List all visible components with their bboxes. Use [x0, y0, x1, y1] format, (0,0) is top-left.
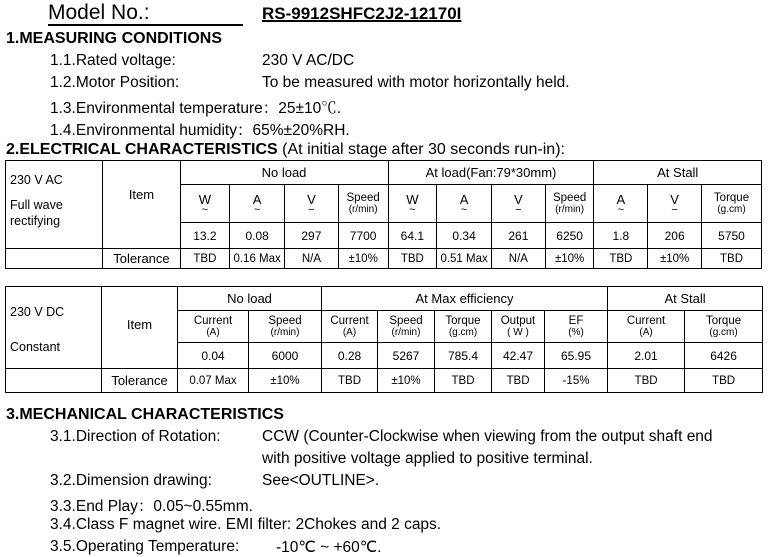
ac-col-header-4 [338, 185, 388, 223]
model-label-underline [48, 24, 243, 26]
ac-unit-symbol: V [514, 191, 523, 207]
ac-mark-icon: ~ [253, 203, 261, 216]
ac-tolerance-row [6, 249, 762, 269]
ac-characteristics-table [5, 160, 762, 269]
s1-item-1-value: 230 V AC/DC [262, 52, 355, 69]
dc-tolerance-5: TBD [435, 369, 492, 393]
ac-tolerance-label: Tolerance [103, 249, 180, 269]
dc-col-title: Current [330, 315, 369, 327]
ac-value-2: 0.08 [230, 223, 285, 249]
ac-group-at-stall: At Stall [594, 161, 762, 185]
s3-item-3: 3.3.End Play：0.05~0.55mm. [50, 498, 253, 515]
ac-supply-label-bottom [6, 249, 103, 269]
ac-value-4: 7700 [338, 223, 388, 249]
dc-tolerance-2: ±10% [249, 369, 322, 393]
section-2-title [6, 141, 565, 159]
ac-col-header-3 [285, 185, 339, 223]
ac-col-header-9 [594, 185, 648, 223]
ac-tolerance-2: 0.16 Max [230, 249, 285, 269]
ac-col-header-10 [648, 185, 702, 223]
ac-col-title: Torque [713, 192, 750, 204]
s1-item-3: 1.3.Environmental temperature：25±10℃. [50, 100, 342, 117]
ac-value-11: 5750 [702, 223, 762, 249]
s3-item-1-value-cont: with positive voltage applied to positive terminal. [262, 450, 593, 467]
dc-col-unit: (%) [568, 327, 584, 338]
ac-col-header-1 [180, 185, 230, 223]
dc-col-header-1 [178, 311, 249, 343]
dc-tolerance-row [6, 369, 763, 393]
ac-tolerance-3: N/A [285, 249, 339, 269]
dc-value-8: 2.01 [608, 343, 685, 369]
dc-group-no-load: No load [178, 287, 322, 311]
ac-tolerance-7: N/A [491, 249, 545, 269]
s3-item-5-key: 3.5.Operating Temperature: [50, 538, 240, 555]
ac-mark-icon: ~ [409, 203, 416, 216]
ac-value-5: 64.1 [388, 223, 437, 249]
dc-mark-icon: − [308, 203, 315, 216]
dc-value-1: 0.04 [178, 343, 249, 369]
dc-col-header-3 [322, 311, 378, 343]
dc-mark-icon: − [671, 203, 678, 216]
dc-col-title: Output [500, 315, 536, 327]
ac-col-title: Speed [552, 192, 587, 204]
s1-item-2-value: To be measured with motor horizontally held. [262, 74, 570, 91]
dc-col-title: Torque [445, 315, 481, 327]
dc-supply-label [6, 287, 102, 369]
ac-col-header-8 [545, 185, 594, 223]
s3-item-2-value: See<OUTLINE>. [262, 472, 380, 489]
ac-supply-label [6, 161, 103, 249]
dc-col-unit: (r/min) [270, 327, 300, 338]
dc-mark-icon: − [515, 203, 522, 216]
dc-characteristics-table [5, 286, 763, 393]
dc-col-title: Current [626, 315, 666, 327]
model-label: Model No.: [48, 1, 150, 24]
ac-value-9: 1.8 [594, 223, 648, 249]
dc-col-unit: (r/min) [391, 327, 421, 338]
ac-unit-symbol: A [459, 191, 469, 207]
dc-tolerance-9: TBD [685, 369, 763, 393]
ac-tolerance-5: TBD [388, 249, 437, 269]
ac-tolerance-9: TBD [594, 249, 648, 269]
dc-col-header-6 [492, 311, 545, 343]
s1-item-4: 1.4.Environmental humidity：65%±20%RH. [50, 122, 350, 139]
s1-item-1-key: 1.1.Rated voltage: [50, 52, 176, 69]
ac-col-header-7 [491, 185, 545, 223]
dc-col-title: Torque [705, 315, 742, 327]
ac-supply-type-1: Full wave [10, 198, 63, 212]
dc-col-title: Current [193, 315, 233, 327]
ac-col-unit: (r/min) [555, 204, 585, 215]
ac-tolerance-10: ±10% [648, 249, 702, 269]
ac-mark-icon: ~ [617, 203, 625, 216]
dc-tolerance-8: TBD [608, 369, 685, 393]
dc-col-unit: (A) [342, 327, 357, 338]
dc-col-unit: (A) [206, 327, 220, 338]
ac-value-1: 13.2 [180, 223, 230, 249]
dc-col-title: EF [568, 315, 584, 327]
ac-supply-type-2: rectifying [10, 214, 61, 228]
ac-tolerance-4: ±10% [338, 249, 388, 269]
ac-mark-icon: ~ [460, 203, 468, 216]
s1-item-2-key: 1.2.Motor Position: [50, 74, 180, 91]
ac-col-unit: (g.cm) [717, 204, 746, 215]
dc-tolerance-7: -15% [545, 369, 608, 393]
ac-tolerance-11: TBD [702, 249, 762, 269]
ac-col-header-5 [388, 185, 437, 223]
s3-item-1-value: CCW (Counter-Clockwise when viewing from the output shaft end [262, 428, 713, 445]
ac-col-header-2 [230, 185, 285, 223]
dc-col-header-8 [608, 311, 685, 343]
ac-supply-voltage: 230 V AC [10, 173, 63, 187]
ac-unit-symbol: W [198, 191, 212, 207]
section-2-heading: 2.ELECTRICAL CHARACTERISTICS [6, 141, 278, 158]
ac-value-6: 0.34 [437, 223, 492, 249]
dc-col-unit: ( W ) [507, 327, 529, 338]
ac-group-no-load: No load [180, 161, 388, 185]
ac-group-at-load: At load(Fan:79*30mm) [388, 161, 594, 185]
s3-item-5-value: -10℃ ~ +60℃. [276, 539, 382, 556]
dc-tolerance-label: Tolerance [102, 369, 178, 393]
dc-col-title: Speed [268, 315, 302, 327]
dc-col-header-2 [249, 311, 322, 343]
dc-value-6: 42.47 [492, 343, 545, 369]
dc-tolerance-4: ±10% [378, 369, 435, 393]
ac-col-header-11 [702, 185, 762, 223]
dc-value-5: 785.4 [435, 343, 492, 369]
ac-col-unit: (r/min) [348, 204, 378, 215]
dc-value-3: 0.28 [322, 343, 378, 369]
dc-value-9: 6426 [685, 343, 763, 369]
dc-col-header-9 [685, 311, 763, 343]
dc-col-unit: (g.cm) [709, 327, 738, 338]
ac-value-7: 261 [491, 223, 545, 249]
s3-item-4: 3.4.Class F magnet wire. EMI filter: 2Chokes and 2 caps. [50, 516, 442, 533]
ac-mark-icon: ~ [201, 203, 209, 216]
dc-value-7: 65.95 [545, 343, 608, 369]
s3-item-2-key: 3.2.Dimension drawing: [50, 472, 212, 489]
dc-col-header-7 [545, 311, 608, 343]
dc-tolerance-3: TBD [322, 369, 378, 393]
section-1-title: 1.MEASURING CONDITIONS [6, 30, 223, 47]
ac-item-header: Item [103, 161, 180, 249]
ac-tolerance-6: 0.51 Max [437, 249, 492, 269]
ac-tolerance-1: TBD [180, 249, 230, 269]
dc-value-4: 5267 [378, 343, 435, 369]
dc-col-title: Speed [389, 315, 423, 327]
dc-col-header-4 [378, 311, 435, 343]
ac-value-10: 206 [648, 223, 702, 249]
section-3-title: 3.MECHANICAL CHARACTERISTICS [6, 406, 284, 423]
ac-tolerance-8: ±10% [545, 249, 594, 269]
ac-unit-symbol: W [406, 191, 419, 207]
ac-col-header-6 [437, 185, 492, 223]
dc-supply-label-bottom [6, 369, 102, 393]
ac-unit-symbol: V [670, 191, 679, 207]
s3-item-1-key: 3.1.Direction of Rotation: [50, 428, 221, 445]
ac-value-8: 6250 [545, 223, 594, 249]
section-2-subtitle: (At initial stage after 30 seconds run-in): [282, 141, 565, 158]
dc-item-header: Item [102, 287, 178, 369]
dc-value-2: 6000 [249, 343, 322, 369]
dc-supply-voltage: 230 V DC [10, 305, 65, 319]
dc-tolerance-6: TBD [492, 369, 545, 393]
dc-col-unit: (g.cm) [448, 327, 478, 338]
ac-value-3: 297 [285, 223, 339, 249]
ac-unit-symbol: V [307, 191, 316, 207]
dc-group-at-stall: At Stall [608, 287, 763, 311]
ac-col-title: Speed [346, 192, 380, 204]
dc-tolerance-1: 0.07 Max [178, 369, 249, 393]
ac-unit-symbol: A [616, 191, 626, 207]
dc-col-unit: (A) [639, 327, 653, 338]
ac-unit-symbol: A [252, 191, 262, 207]
dc-group-max-efficiency: At Max efficiency [322, 287, 608, 311]
dc-supply-type: Constant [10, 340, 61, 354]
model-number: RS-9912SHFC2J2-12170I [262, 4, 462, 23]
dc-col-header-5 [435, 311, 492, 343]
